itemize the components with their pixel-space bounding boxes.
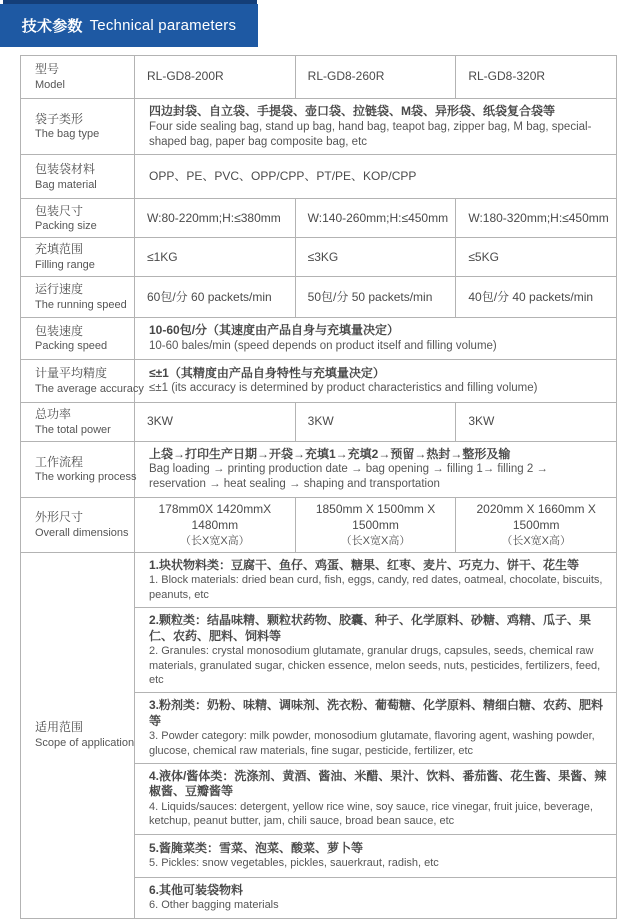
scope-item-en: 5. Pickles: snow vegetables, pickles, sauerkraut, radish, etc [149,857,439,870]
bag-material-value: OPP、PE、PVC、OPP/CPP、PT/PE、KOP/CPP [149,169,417,184]
parameters-table [20,55,617,919]
label-zh: 总功率 [35,406,72,421]
total-power-cell-2 [296,403,457,441]
filling-range-value: ≤3KG [307,249,339,264]
label-zh: 计量平均精度 [35,365,108,380]
row-bag-material-label [21,155,135,198]
packing-size-value: W:80-220mm;H:≤380mm [147,210,281,225]
model-cell-2 [296,56,457,98]
row-packing-size [21,199,616,238]
scope-item-granules [135,608,616,693]
label-en: Bag material [35,178,97,191]
scope-item-zh: 6.其他可装袋物料 [149,882,244,897]
working-process-en: Bag loading → printing production date → bag opening → filling 1→ filling 2 → reservation → heat sealing → shaping and transportation [149,463,548,491]
running-speed-cell-1 [135,277,296,317]
label-en: Packing size [35,220,97,233]
bag-material-cell [135,155,616,198]
average-accuracy-cell [135,360,616,402]
filling-range-value: ≤5KG [468,249,499,264]
row-overall-dimensions-label [21,498,135,551]
dimensions-unit-note: （长X宽X高） [179,534,250,547]
page-title [0,4,258,47]
label-zh: 包装尺寸 [35,203,84,218]
packing-speed-cell [135,318,616,359]
average-accuracy-zh: ≤±1（其精度由产品自身特性与充填量决定） [149,365,385,380]
total-power-value: 3KW [468,414,495,429]
scope-item-zh: 4.液体/酱体类：洗涤剂、黄酒、酱油、米醋、果汁、饮料、番茄酱、花生酱、果酱、辣椒酱、豆瓣酱等 [149,768,607,799]
model-value: RL-GD8-320R [468,69,546,84]
scope-item-zh: 2.颗粒类：结晶味精、颗粒状药物、胶囊、种子、化学原料、砂糖、鸡精、瓜子、果仁、农药、肥料、饲料等 [149,613,592,643]
row-working-process-label [21,442,135,497]
label-zh: 包装速度 [35,323,84,338]
label-en: The working process [35,471,137,484]
label-en: Model [35,78,65,91]
label-zh: 型号 [35,62,60,77]
row-bag-type [21,99,616,155]
scope-item-liquids-sauces [135,764,616,835]
row-packing-speed [21,318,616,360]
dimensions-value: 1850mm X 1500mm X 1500mm [315,502,436,532]
row-filling-range-label [21,238,135,276]
packing-size-value: W:180-320mm;H:≤450mm [468,210,609,225]
scope-item-en: 1. Block materials: dried bean curd, fish, eggs, candy, red dates, oatmeal, chocolate, biscuits, peanuts, etc [149,574,603,601]
row-scope-of-application [21,553,616,918]
model-value: RL-GD8-260R [307,69,385,84]
running-speed-value: 60包/分 60 packets/min [147,289,272,304]
label-en: The total power [35,423,111,436]
packing-speed-en: 10-60 bales/min (speed depends on product itself and filling volume) [149,339,497,352]
filling-range-cell-1 [135,238,296,276]
scope-item-block-materials [135,553,616,608]
row-scope-label [21,553,135,918]
scope-item-list [135,553,616,918]
packing-size-cell-2 [296,199,457,237]
label-zh: 外形尺寸 [35,510,84,525]
dimensions-cell-2 [296,498,457,551]
label-en: The running speed [35,299,127,311]
total-power-value: 3KW [307,414,334,429]
label-en: The bag type [35,128,100,141]
scope-item-other [135,878,616,918]
page-title-en: Technical parameters [89,17,237,34]
label-zh: 充填范围 [35,242,84,257]
running-speed-value: 40包/分 40 packets/min [468,289,594,304]
packing-size-cell-1 [135,199,296,237]
dimensions-unit-note: （长X宽X高） [501,534,572,547]
label-zh: 适用范围 [35,720,84,735]
row-working-process [21,442,616,498]
header-banner [0,0,258,47]
scope-item-powder [135,693,616,764]
model-cell-1 [135,56,296,98]
bag-type-zh: 四边封袋、自立袋、手提袋、壶口袋、拉链袋、M袋、异形袋、纸袋复合袋等 [149,104,555,118]
label-en: The average accuracy [35,382,144,395]
scope-item-pickles [135,835,616,878]
scope-item-zh: 5.酱腌菜类：雪菜、泡菜、酸菜、萝卜等 [149,840,364,855]
running-speed-cell-2 [296,277,457,317]
label-en: Scope of application [35,736,135,749]
running-speed-cell-3 [456,277,616,317]
filling-range-cell-2 [296,238,457,276]
row-filling-range [21,238,616,277]
dimensions-cell-1 [135,498,296,551]
row-model-label [21,56,135,98]
label-zh: 袋子类形 [35,111,84,126]
row-running-speed-label [21,277,135,317]
bag-type-cell [135,99,616,154]
row-total-power-label [21,403,135,441]
label-en: Overall dimensions [35,526,129,539]
model-cell-3 [456,56,616,98]
filling-range-cell-3 [456,238,616,276]
running-speed-value: 50包/分 50 packets/min [307,289,433,304]
working-process-zh: 上袋→打印生产日期→开袋→充填1→充填2→预留→热封→整形及输 [149,446,511,461]
total-power-cell-1 [135,403,296,441]
bag-type-en: Four side sealing bag, stand up bag, hand bag, teapot bag, zipper bag, M bag, special-shaped bag, paper bag composite bag, etc [149,120,592,148]
dimensions-value: 178mm0X 1420mmX 1480mm [158,502,272,532]
row-model [21,56,616,99]
scope-item-zh: 3.粉剂类：奶粉、味精、调味剂、洗衣粉、葡萄糖、化学原料、精细白糖、农药、肥料等 [149,698,604,728]
row-overall-dimensions [21,498,616,552]
page-title-zh: 技术参数 [21,18,83,35]
row-bag-type-label [21,99,135,154]
scope-item-en: 6. Other bagging materials [149,899,279,912]
row-packing-size-label [21,199,135,237]
scope-item-en: 4. Liquids/sauces: detergent, yellow rice wine, soy sauce, rice vinegar, fruit juice, beverage, ketchup, peanut butter, jam, chili sauce, broad bean sauce, etc [149,801,593,828]
dimensions-unit-note: （长X宽X高） [340,534,411,547]
label-zh: 工作流程 [35,454,84,469]
label-zh: 包装袋材料 [35,162,96,177]
dimensions-value: 2020mm X 1660mm X 1500mm [476,502,596,532]
model-value: RL-GD8-200R [147,69,224,84]
total-power-value: 3KW [147,414,174,429]
average-accuracy-en: ≤±1 (its accuracy is determined by product characteristics and filling volume) [149,382,538,395]
row-running-speed [21,277,616,318]
total-power-cell-3 [456,403,616,441]
label-en: Packing speed [35,340,108,353]
row-total-power [21,403,616,442]
dimensions-cell-3 [456,498,616,551]
label-zh: 运行速度 [35,282,84,297]
packing-size-value: W:140-260mm;H:≤450mm [307,210,449,225]
row-average-accuracy [21,360,616,403]
packing-speed-zh: 10-60包/分（其速度由产品自身与充填量决定） [149,323,400,338]
scope-item-en: 3. Powder category: milk powder, monosodium glutamate, flavoring agent, washing powder, glucose, chemical raw materials, fine sugar, pesticide, fertilizer, etc [149,730,595,757]
row-average-accuracy-label [21,360,144,402]
packing-size-cell-3 [456,199,616,237]
row-packing-speed-label [21,318,135,359]
working-process-cell [135,442,616,497]
scope-item-en: 2. Granules: crystal monosodium glutamate, granular drugs, capsules, seeds, chemical raw materials, granulated sugar, chicken essence, melon seeds, nuts, pesticides, fertilizers, feed, etc [149,645,601,686]
label-en: Filling range [35,259,95,272]
scope-item-zh: 1.块状物料类：豆腐干、鱼仔、鸡蛋、糖果、红枣、麦片、巧克力、饼干、花生等 [149,557,580,572]
filling-range-value: ≤1KG [147,249,178,264]
row-bag-material [21,155,616,199]
